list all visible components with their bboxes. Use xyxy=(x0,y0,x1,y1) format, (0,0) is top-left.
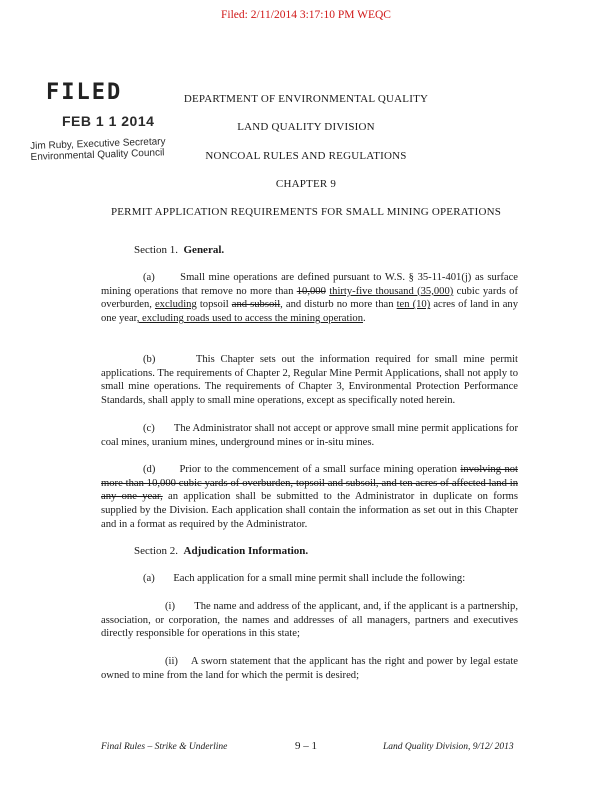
chapter-title: PERMIT APPLICATION REQUIREMENTS FOR SMALL MINING OPERATIONS xyxy=(110,206,502,218)
stamp-date: FEB 1 1 2014 xyxy=(62,113,155,129)
section1-heading: General. xyxy=(183,244,225,256)
section2-para-i xyxy=(101,600,518,641)
para-a-inserted-1: thirty-five thousand (35,000) xyxy=(329,285,454,297)
section1-para-c xyxy=(101,422,518,449)
para-a-marker: (a) xyxy=(143,272,155,283)
para-d-text2: an application shall be submitted to the Administrator in duplicate on forms supplied by the Division. Each application shall contain the information as set out in this Chapter and in a format as required by the Administrator. xyxy=(101,491,518,530)
stamp-signature-line2: Environmental Quality Council xyxy=(30,147,165,163)
para-d-text1: Prior to the commencement of a small surface mining operation xyxy=(179,464,461,475)
section1-para-b xyxy=(101,353,518,408)
section2-para-ii xyxy=(101,655,518,682)
s2-para-i-marker: (i) xyxy=(165,601,175,612)
footer-right: Land Quality Division, 9/12/ 2013 xyxy=(383,742,514,752)
para-a-text5: , and disturb no more than xyxy=(280,299,397,311)
para-a-inserted-2: excluding xyxy=(154,299,197,311)
s2-para-ii-marker: (ii) xyxy=(165,656,178,667)
section1-title xyxy=(134,244,224,256)
stamp-signature-line1: Jim Ruby, Executive Secretary xyxy=(30,136,166,152)
section1-para-d xyxy=(101,463,518,532)
para-c-marker: (c) xyxy=(143,423,155,434)
rules-heading: NONCOAL RULES AND REGULATIONS xyxy=(205,150,407,162)
para-d-struck: involving not more than 10,000 cubic yards of overburden, topsoil and subsoil, and ten acres of affected land in any one year, xyxy=(101,464,518,503)
para-a-text6: acres of land in any one year xyxy=(101,299,518,325)
para-a-struck-2: and subsoil xyxy=(231,299,281,311)
page-number: 9 – 1 xyxy=(295,740,317,752)
para-b-text: This Chapter sets out the information required for small mine permit applications. The requirements of Chapter 2, Regular Mine Permit Applications, shall not apply to small mine operations. The requirements of Chapter 3, Environmental Protection Performance Standards, shall apply to small mine operations, except as specifically noted herein. xyxy=(101,354,519,407)
para-a-text1: Small mine operations are defined pursuant to W.S. § 35-11-401(j) as surface mining operations that remove no more than xyxy=(101,272,518,297)
s2-para-a-text: Each application for a small mine permit shall include the following: xyxy=(173,573,466,584)
footer-left: Final Rules – Strike & Underline xyxy=(101,742,228,752)
section1-label: Section 1. xyxy=(134,244,178,256)
para-c-text: The Administrator shall not accept or approve small mine permit applications for coal mines, uranium mines, underground mines or in-situ mines. xyxy=(101,423,518,448)
filed-banner: Filed: 2/11/2014 3:17:10 PM WEQC xyxy=(221,9,391,21)
section2-para-a xyxy=(101,572,518,586)
stamp-word: FILED xyxy=(46,80,123,105)
section2-title xyxy=(134,545,308,557)
department-heading: DEPARTMENT OF ENVIRONMENTAL QUALITY xyxy=(183,93,429,105)
section2-label: Section 2. xyxy=(134,545,178,557)
section2-heading: Adjudication Information. xyxy=(183,545,309,557)
para-a-text3: cubic yards of overburden, xyxy=(101,285,518,311)
division-heading: LAND QUALITY DIVISION xyxy=(237,121,375,133)
para-a-inserted-4: , excluding roads used to access the mining operation xyxy=(136,313,363,325)
s2-para-a-marker: (a) xyxy=(143,573,155,584)
para-b-marker: (b) xyxy=(143,354,156,365)
para-a-inserted-3: ten (10) xyxy=(396,299,431,311)
para-a-text4: topsoil xyxy=(196,299,232,311)
s2-para-i-text: The name and address of the applicant, and, if the applicant is a partnership, association, or corporation, the names and addresses of all managers, partners and executives directly responsible for operations in this state; xyxy=(101,601,519,640)
para-a-text7: . xyxy=(363,313,366,325)
para-a-struck-1: 10,000 xyxy=(296,285,326,297)
para-d-marker: (d) xyxy=(143,464,156,475)
section1-para-a xyxy=(101,271,518,326)
s2-para-ii-text: A sworn statement that the applicant has the right and power by legal estate owned to mine from the land for which the permit is desired; xyxy=(101,656,519,681)
chapter-heading: CHAPTER 9 xyxy=(275,178,337,190)
